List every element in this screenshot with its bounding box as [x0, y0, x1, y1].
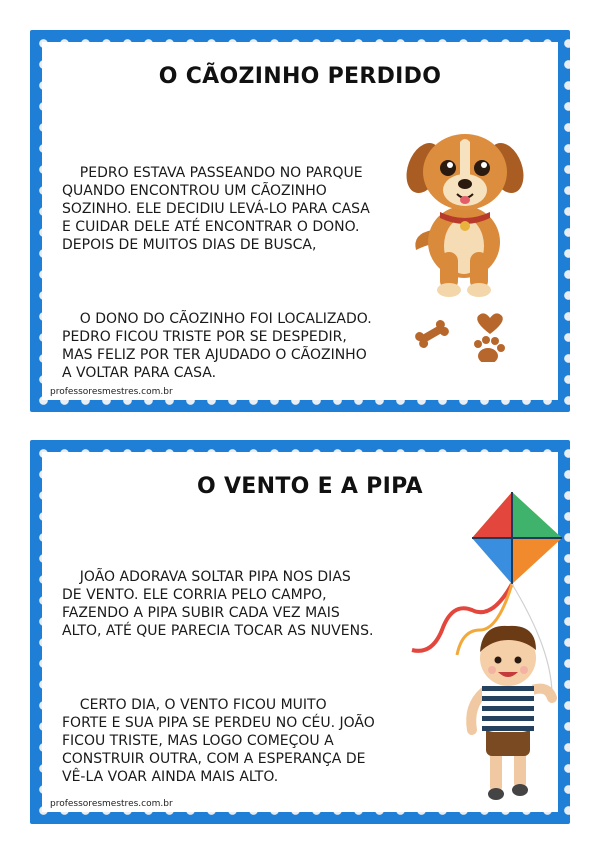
story-paragraph: O DONO DO CÃOZINHO FOI LOCALIZADO. PEDRO FICOU TRISTE POR SE DESPEDIR, MAS FELIZ POR TER AJUDADO O CÃOZINHO A VOLTAR PARA CASA. [62, 311, 372, 381]
dog-treat-heart [477, 313, 503, 334]
credit-text: professoresmestres.com.br [50, 387, 173, 397]
boy-kite-illustration [402, 480, 570, 810]
story-panel [42, 42, 558, 400]
puppy-paw [437, 283, 461, 297]
story-paragraph: CERTO DIA, O VENTO FICOU MUITO FORTE E SUA PIPA SE PERDEU NO CÉU. JOÃO FICOU TRISTE, MAS LOGO COMEÇOU A CONSTRUIR OUTRA, COM A ESPERANÇA DE VÊ-LA VOAR AINDA MAIS ALTO. [62, 697, 375, 785]
story-title: O VENTO E A PIPA [197, 474, 423, 499]
boy-eye [495, 657, 502, 664]
story-card-cao [30, 30, 570, 412]
boy-shoe [488, 788, 504, 800]
boy-arm [532, 689, 552, 698]
boy-eye [515, 657, 522, 664]
credit-text: professoresmestres.com.br [50, 799, 173, 809]
puppy-tongue [460, 196, 470, 204]
story-card-pipa [30, 440, 570, 824]
story-text [62, 128, 372, 418]
story-panel [42, 452, 558, 812]
story-text [62, 532, 375, 822]
puppy-paw [467, 283, 491, 297]
dog-treat-paw [474, 336, 505, 362]
collar-tag [460, 221, 470, 231]
puppy-eye [474, 160, 490, 176]
puppy-blaze [460, 139, 470, 176]
story-paragraph: JOÃO ADORAVA SOLTAR PIPA NOS DIAS DE VENTO. ELE CORRIA PELO CAMPO, FAZENDO A PIPA SUBIR CADA VEZ MAIS ALTO, ATÉ QUE PARECIA TOCAR AS NUVENS. [62, 569, 374, 639]
puppy-nose [458, 179, 472, 189]
story-title: O CÃOZINHO PERDIDO [158, 64, 442, 89]
boy-shoe [512, 784, 528, 796]
dog-treat-bone [413, 318, 450, 349]
puppy-illustration [402, 122, 542, 362]
story-paragraph: PEDRO ESTAVA PASSEANDO NO PARQUE QUANDO ENCONTROU UM CÃOZINHO SOZINHO. ELE DECIDIU LEVÁ-LO PARA CASA E CUIDAR DELE ATÉ ENCONTRAR O DONO. DEPOIS DE MUITOS DIAS DE BUSCA, [62, 165, 370, 253]
kite-icon [472, 492, 562, 584]
puppy-eye [440, 160, 456, 176]
